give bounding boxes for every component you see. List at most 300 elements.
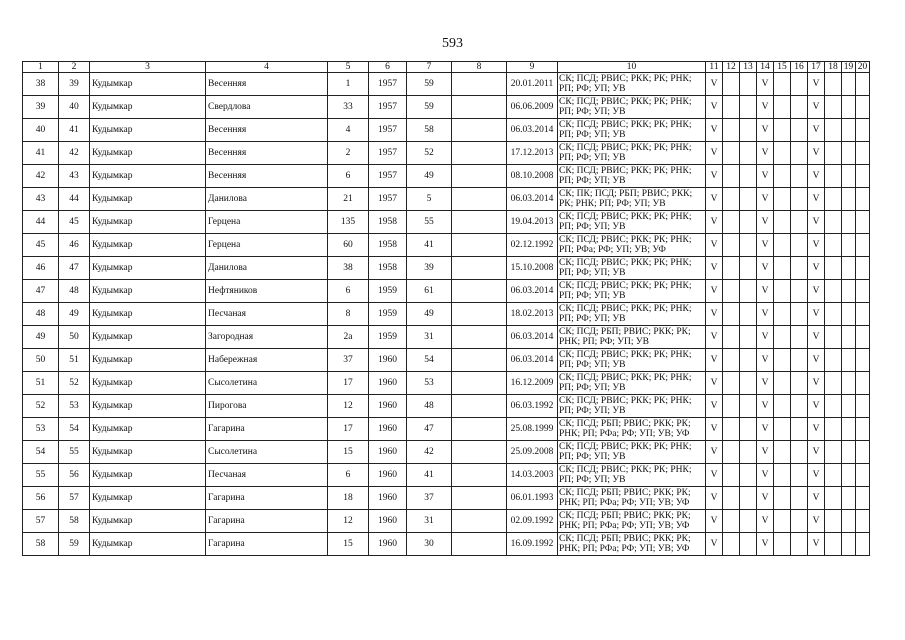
cell-col-6: 1960 — [369, 533, 407, 556]
permissions-line-1: СК; ПСД; РВИС; РКК; РК; РНК; — [559, 143, 692, 153]
building-register-table — [22, 61, 870, 556]
cell-col-11: V — [706, 441, 723, 464]
cell-col-20 — [856, 464, 870, 487]
cell-col-3: Кудымкар — [90, 349, 206, 372]
column-header-18: 18 — [825, 62, 842, 73]
cell-col-11: V — [706, 372, 723, 395]
cell-col-13 — [740, 280, 757, 303]
cell-col-7: 55 — [407, 211, 452, 234]
cell-col-2: 45 — [59, 211, 90, 234]
cell-col-8 — [452, 303, 507, 326]
cell-col-6: 1960 — [369, 510, 407, 533]
cell-col-9: 06.03.2014 — [507, 119, 558, 142]
cell-col-3: Кудымкар — [90, 119, 206, 142]
cell-col-5: 12 — [328, 395, 369, 418]
column-header-1: 1 — [23, 62, 59, 73]
cell-col-19 — [842, 487, 856, 510]
cell-col-7: 5 — [407, 188, 452, 211]
cell-col-18 — [825, 326, 842, 349]
cell-col-3: Кудымкар — [90, 372, 206, 395]
cell-col-15 — [774, 349, 791, 372]
cell-col-17: V — [808, 188, 825, 211]
cell-col-5: 8 — [328, 303, 369, 326]
cell-col-18 — [825, 349, 842, 372]
table-row — [23, 441, 870, 464]
cell-col-5: 15 — [328, 441, 369, 464]
cell-col-20 — [856, 441, 870, 464]
cell-col-5: 38 — [328, 257, 369, 280]
permissions-line-2: РП; РФ; УП; УВ — [559, 475, 626, 485]
permissions-line-1: СК; ПСД; РВИС; РКК; РК; РНК; — [559, 281, 692, 291]
cell-col-19 — [842, 211, 856, 234]
cell-col-20 — [856, 303, 870, 326]
cell-col-20 — [856, 418, 870, 441]
cell-col-19 — [842, 96, 856, 119]
cell-col-9: 14.03.2003 — [507, 464, 558, 487]
cell-col-5: 18 — [328, 487, 369, 510]
cell-col-13 — [740, 165, 757, 188]
cell-col-18 — [825, 533, 842, 556]
cell-col-7: 42 — [407, 441, 452, 464]
cell-col-9: 06.03.1992 — [507, 395, 558, 418]
cell-col-1: 56 — [23, 487, 59, 510]
cell-col-13 — [740, 142, 757, 165]
cell-col-15 — [774, 395, 791, 418]
cell-col-4: Гагарина — [206, 418, 328, 441]
table-row — [23, 510, 870, 533]
cell-col-14: V — [757, 326, 774, 349]
cell-col-9: 06.03.2014 — [507, 326, 558, 349]
cell-col-19 — [842, 188, 856, 211]
cell-col-17: V — [808, 487, 825, 510]
cell-col-1: 41 — [23, 142, 59, 165]
cell-col-3: Кудымкар — [90, 395, 206, 418]
cell-col-20 — [856, 119, 870, 142]
table-row — [23, 73, 870, 96]
permissions-line-2: РП; РФ; УП; УВ — [559, 130, 626, 140]
cell-col-16 — [791, 165, 808, 188]
cell-col-3: Кудымкар — [90, 464, 206, 487]
cell-col-17: V — [808, 464, 825, 487]
cell-col-2: 41 — [59, 119, 90, 142]
cell-col-11: V — [706, 119, 723, 142]
cell-col-6: 1959 — [369, 326, 407, 349]
cell-col-4: Весенняя — [206, 73, 328, 96]
permissions-cell — [558, 510, 706, 533]
cell-col-6: 1957 — [369, 188, 407, 211]
cell-col-6: 1960 — [369, 349, 407, 372]
permissions-cell — [558, 96, 706, 119]
permissions-line-1: СК; ПСД; РВИС; РКК; РК; РНК; — [559, 166, 692, 176]
cell-col-7: 61 — [407, 280, 452, 303]
cell-col-4: Весенняя — [206, 165, 328, 188]
cell-col-18 — [825, 165, 842, 188]
cell-col-15 — [774, 188, 791, 211]
header-row — [23, 62, 870, 73]
permissions-line-1: СК; ПСД; РВИС; РКК; РК; РНК; — [559, 442, 692, 452]
permissions-line-1: СК; ПСД; РВИС; РКК; РК; РНК; — [559, 74, 692, 84]
permissions-cell — [558, 234, 706, 257]
permissions-cell — [558, 73, 706, 96]
cell-col-16 — [791, 142, 808, 165]
cell-col-8 — [452, 533, 507, 556]
cell-col-12 — [723, 188, 740, 211]
cell-col-17: V — [808, 142, 825, 165]
cell-col-20 — [856, 96, 870, 119]
cell-col-15 — [774, 510, 791, 533]
table-row — [23, 257, 870, 280]
cell-col-14: V — [757, 188, 774, 211]
cell-col-8 — [452, 119, 507, 142]
cell-col-19 — [842, 533, 856, 556]
cell-col-4: Сысолетина — [206, 441, 328, 464]
cell-col-18 — [825, 119, 842, 142]
cell-col-12 — [723, 418, 740, 441]
cell-col-11: V — [706, 165, 723, 188]
cell-col-6: 1958 — [369, 211, 407, 234]
column-header-3: 3 — [90, 62, 206, 73]
cell-col-18 — [825, 303, 842, 326]
cell-col-1: 55 — [23, 464, 59, 487]
cell-col-11: V — [706, 326, 723, 349]
cell-col-8 — [452, 234, 507, 257]
cell-col-17: V — [808, 303, 825, 326]
permissions-line-1: СК; ПСД; РВИС; РКК; РК; РНК; — [559, 350, 692, 360]
cell-col-6: 1957 — [369, 96, 407, 119]
cell-col-1: 57 — [23, 510, 59, 533]
table-header — [23, 62, 870, 73]
cell-col-8 — [452, 96, 507, 119]
cell-col-11: V — [706, 188, 723, 211]
cell-col-12 — [723, 487, 740, 510]
permissions-line-1: СК; ПСД; РВИС; РКК; РК; РНК; — [559, 120, 692, 130]
cell-col-18 — [825, 510, 842, 533]
cell-col-12 — [723, 142, 740, 165]
cell-col-7: 31 — [407, 510, 452, 533]
cell-col-14: V — [757, 234, 774, 257]
cell-col-17: V — [808, 395, 825, 418]
cell-col-8 — [452, 165, 507, 188]
cell-col-9: 02.09.1992 — [507, 510, 558, 533]
cell-col-17: V — [808, 73, 825, 96]
cell-col-9: 17.12.2013 — [507, 142, 558, 165]
cell-col-18 — [825, 73, 842, 96]
cell-col-9: 19.04.2013 — [507, 211, 558, 234]
permissions-line-2: РП; РФа; РФ; УП; УВ; УФ — [559, 245, 666, 255]
cell-col-16 — [791, 418, 808, 441]
permissions-cell — [558, 211, 706, 234]
table-row — [23, 119, 870, 142]
cell-col-2: 53 — [59, 395, 90, 418]
cell-col-5: 12 — [328, 510, 369, 533]
cell-col-7: 47 — [407, 418, 452, 441]
permissions-line-2: РНК; РП; РФа; РФ; УП; УВ; УФ — [559, 498, 690, 508]
permissions-line-2: РНК; РП; РФа; РФ; УП; УВ; УФ — [559, 429, 690, 439]
cell-col-14: V — [757, 211, 774, 234]
cell-col-9: 25.08.1999 — [507, 418, 558, 441]
permissions-cell — [558, 165, 706, 188]
cell-col-9: 06.03.2014 — [507, 280, 558, 303]
cell-col-3: Кудымкар — [90, 96, 206, 119]
permissions-line-2: РП; РФ; УП; УВ — [559, 291, 626, 301]
cell-col-15 — [774, 464, 791, 487]
cell-col-2: 49 — [59, 303, 90, 326]
cell-col-2: 58 — [59, 510, 90, 533]
column-header-6: 6 — [369, 62, 407, 73]
cell-col-7: 52 — [407, 142, 452, 165]
cell-col-19 — [842, 510, 856, 533]
cell-col-18 — [825, 441, 842, 464]
permissions-line-1: СК; ПСД; РВИС; РКК; РК; РНК; — [559, 304, 692, 314]
cell-col-5: 6 — [328, 165, 369, 188]
cell-col-12 — [723, 349, 740, 372]
cell-col-18 — [825, 280, 842, 303]
cell-col-11: V — [706, 464, 723, 487]
cell-col-18 — [825, 395, 842, 418]
cell-col-9: 25.09.2008 — [507, 441, 558, 464]
cell-col-13 — [740, 73, 757, 96]
cell-col-9: 02.12.1992 — [507, 234, 558, 257]
cell-col-15 — [774, 96, 791, 119]
cell-col-12 — [723, 303, 740, 326]
permissions-line-2: РП; РФ; УП; УВ — [559, 314, 626, 324]
cell-col-4: Гагарина — [206, 510, 328, 533]
cell-col-13 — [740, 349, 757, 372]
table-row — [23, 188, 870, 211]
table-row — [23, 533, 870, 556]
cell-col-14: V — [757, 464, 774, 487]
permissions-line-2: РНК; РП; РФа; РФ; УП; УВ; УФ — [559, 521, 690, 531]
cell-col-15 — [774, 280, 791, 303]
cell-col-14: V — [757, 510, 774, 533]
cell-col-19 — [842, 73, 856, 96]
cell-col-1: 54 — [23, 441, 59, 464]
cell-col-7: 53 — [407, 372, 452, 395]
cell-col-1: 49 — [23, 326, 59, 349]
cell-col-5: 17 — [328, 418, 369, 441]
cell-col-3: Кудымкар — [90, 234, 206, 257]
cell-col-11: V — [706, 533, 723, 556]
cell-col-13 — [740, 257, 757, 280]
page-number: 593 — [442, 36, 463, 51]
table-row — [23, 349, 870, 372]
cell-col-4: Весенняя — [206, 142, 328, 165]
cell-col-5: 6 — [328, 464, 369, 487]
column-header-11: 11 — [706, 62, 723, 73]
permissions-cell — [558, 280, 706, 303]
table-row — [23, 211, 870, 234]
permissions-cell — [558, 372, 706, 395]
cell-col-5: 33 — [328, 96, 369, 119]
cell-col-4: Герцена — [206, 234, 328, 257]
cell-col-8 — [452, 211, 507, 234]
cell-col-8 — [452, 510, 507, 533]
table-row — [23, 395, 870, 418]
cell-col-12 — [723, 165, 740, 188]
permissions-line-1: СК; ПСД; РБП; РВИС; РКК; РК; — [559, 488, 691, 498]
cell-col-11: V — [706, 142, 723, 165]
cell-col-11: V — [706, 257, 723, 280]
permissions-line-2: РП; РФ; УП; УВ — [559, 452, 626, 462]
cell-col-20 — [856, 487, 870, 510]
cell-col-4: Набережная — [206, 349, 328, 372]
cell-col-2: 50 — [59, 326, 90, 349]
cell-col-6: 1959 — [369, 303, 407, 326]
cell-col-18 — [825, 142, 842, 165]
cell-col-16 — [791, 326, 808, 349]
permissions-line-2: РП; РФ; УП; УВ — [559, 268, 626, 278]
cell-col-11: V — [706, 211, 723, 234]
cell-col-13 — [740, 303, 757, 326]
cell-col-5: 17 — [328, 372, 369, 395]
permissions-cell — [558, 326, 706, 349]
cell-col-9: 06.06.2009 — [507, 96, 558, 119]
cell-col-1: 47 — [23, 280, 59, 303]
cell-col-15 — [774, 533, 791, 556]
cell-col-13 — [740, 326, 757, 349]
table-row — [23, 280, 870, 303]
cell-col-7: 30 — [407, 533, 452, 556]
cell-col-17: V — [808, 510, 825, 533]
permissions-line-2: РП; РФ; УП; УВ — [559, 153, 626, 163]
cell-col-19 — [842, 326, 856, 349]
cell-col-1: 39 — [23, 96, 59, 119]
cell-col-14: V — [757, 303, 774, 326]
permissions-line-2: РП; РФ; УП; УВ — [559, 222, 626, 232]
cell-col-15 — [774, 211, 791, 234]
cell-col-18 — [825, 234, 842, 257]
cell-col-5: 37 — [328, 349, 369, 372]
cell-col-20 — [856, 257, 870, 280]
column-header-20: 20 — [856, 62, 870, 73]
cell-col-6: 1960 — [369, 464, 407, 487]
cell-col-19 — [842, 142, 856, 165]
cell-col-5: 135 — [328, 211, 369, 234]
cell-col-15 — [774, 372, 791, 395]
cell-col-13 — [740, 188, 757, 211]
permissions-line-2: РНК; РП; РФ; УП; УВ — [559, 337, 649, 347]
cell-col-3: Кудымкар — [90, 418, 206, 441]
cell-col-17: V — [808, 418, 825, 441]
cell-col-19 — [842, 234, 856, 257]
cell-col-1: 43 — [23, 188, 59, 211]
cell-col-19 — [842, 349, 856, 372]
cell-col-6: 1960 — [369, 441, 407, 464]
cell-col-3: Кудымкар — [90, 326, 206, 349]
cell-col-3: Кудымкар — [90, 211, 206, 234]
cell-col-18 — [825, 188, 842, 211]
table-body — [23, 73, 870, 556]
cell-col-2: 47 — [59, 257, 90, 280]
cell-col-20 — [856, 395, 870, 418]
cell-col-2: 55 — [59, 441, 90, 464]
cell-col-18 — [825, 418, 842, 441]
cell-col-7: 54 — [407, 349, 452, 372]
table-row — [23, 418, 870, 441]
column-header-4: 4 — [206, 62, 328, 73]
cell-col-17: V — [808, 280, 825, 303]
permissions-cell — [558, 188, 706, 211]
cell-col-16 — [791, 280, 808, 303]
cell-col-12 — [723, 372, 740, 395]
cell-col-13 — [740, 464, 757, 487]
cell-col-14: V — [757, 142, 774, 165]
cell-col-7: 59 — [407, 96, 452, 119]
cell-col-16 — [791, 395, 808, 418]
cell-col-14: V — [757, 372, 774, 395]
cell-col-2: 52 — [59, 372, 90, 395]
cell-col-12 — [723, 395, 740, 418]
permissions-line-2: РП; РФ; УП; УВ — [559, 107, 626, 117]
cell-col-12 — [723, 510, 740, 533]
cell-col-4: Сысолетина — [206, 372, 328, 395]
table-row — [23, 326, 870, 349]
permissions-line-1: СК; ПСД; РВИС; РКК; РК; РНК; — [559, 212, 692, 222]
cell-col-20 — [856, 510, 870, 533]
cell-col-7: 41 — [407, 234, 452, 257]
cell-col-7: 49 — [407, 165, 452, 188]
cell-col-15 — [774, 73, 791, 96]
cell-col-9: 20.01.2011 — [507, 73, 558, 96]
cell-col-18 — [825, 211, 842, 234]
cell-col-2: 54 — [59, 418, 90, 441]
cell-col-20 — [856, 533, 870, 556]
cell-col-15 — [774, 257, 791, 280]
cell-col-9: 16.12.2009 — [507, 372, 558, 395]
cell-col-9: 08.10.2008 — [507, 165, 558, 188]
cell-col-6: 1960 — [369, 418, 407, 441]
cell-col-2: 44 — [59, 188, 90, 211]
cell-col-16 — [791, 349, 808, 372]
permissions-cell — [558, 533, 706, 556]
cell-col-13 — [740, 510, 757, 533]
cell-col-14: V — [757, 96, 774, 119]
cell-col-13 — [740, 119, 757, 142]
cell-col-8 — [452, 188, 507, 211]
cell-col-20 — [856, 188, 870, 211]
permissions-line-2: РП; РФ; УП; УВ — [559, 176, 626, 186]
cell-col-18 — [825, 372, 842, 395]
cell-col-19 — [842, 372, 856, 395]
cell-col-4: Свердлова — [206, 96, 328, 119]
cell-col-3: Кудымкар — [90, 73, 206, 96]
cell-col-15 — [774, 142, 791, 165]
cell-col-3: Кудымкар — [90, 257, 206, 280]
cell-col-17: V — [808, 441, 825, 464]
cell-col-20 — [856, 73, 870, 96]
cell-col-14: V — [757, 418, 774, 441]
cell-col-17: V — [808, 349, 825, 372]
cell-col-2: 51 — [59, 349, 90, 372]
cell-col-12 — [723, 533, 740, 556]
table-row — [23, 464, 870, 487]
cell-col-14: V — [757, 280, 774, 303]
permissions-cell — [558, 418, 706, 441]
permissions-line-1: СК; ПСД; РВИС; РКК; РК; РНК; — [559, 465, 692, 475]
cell-col-7: 59 — [407, 73, 452, 96]
cell-col-2: 57 — [59, 487, 90, 510]
permissions-line-2: РП; РФ; УП; УВ — [559, 84, 626, 94]
cell-col-8 — [452, 372, 507, 395]
cell-col-4: Данилова — [206, 188, 328, 211]
cell-col-1: 48 — [23, 303, 59, 326]
permissions-cell — [558, 441, 706, 464]
cell-col-15 — [774, 487, 791, 510]
cell-col-18 — [825, 487, 842, 510]
permissions-line-2: РК; РНК; РП; РФ; УП; УВ — [559, 199, 666, 209]
cell-col-16 — [791, 257, 808, 280]
cell-col-2: 48 — [59, 280, 90, 303]
